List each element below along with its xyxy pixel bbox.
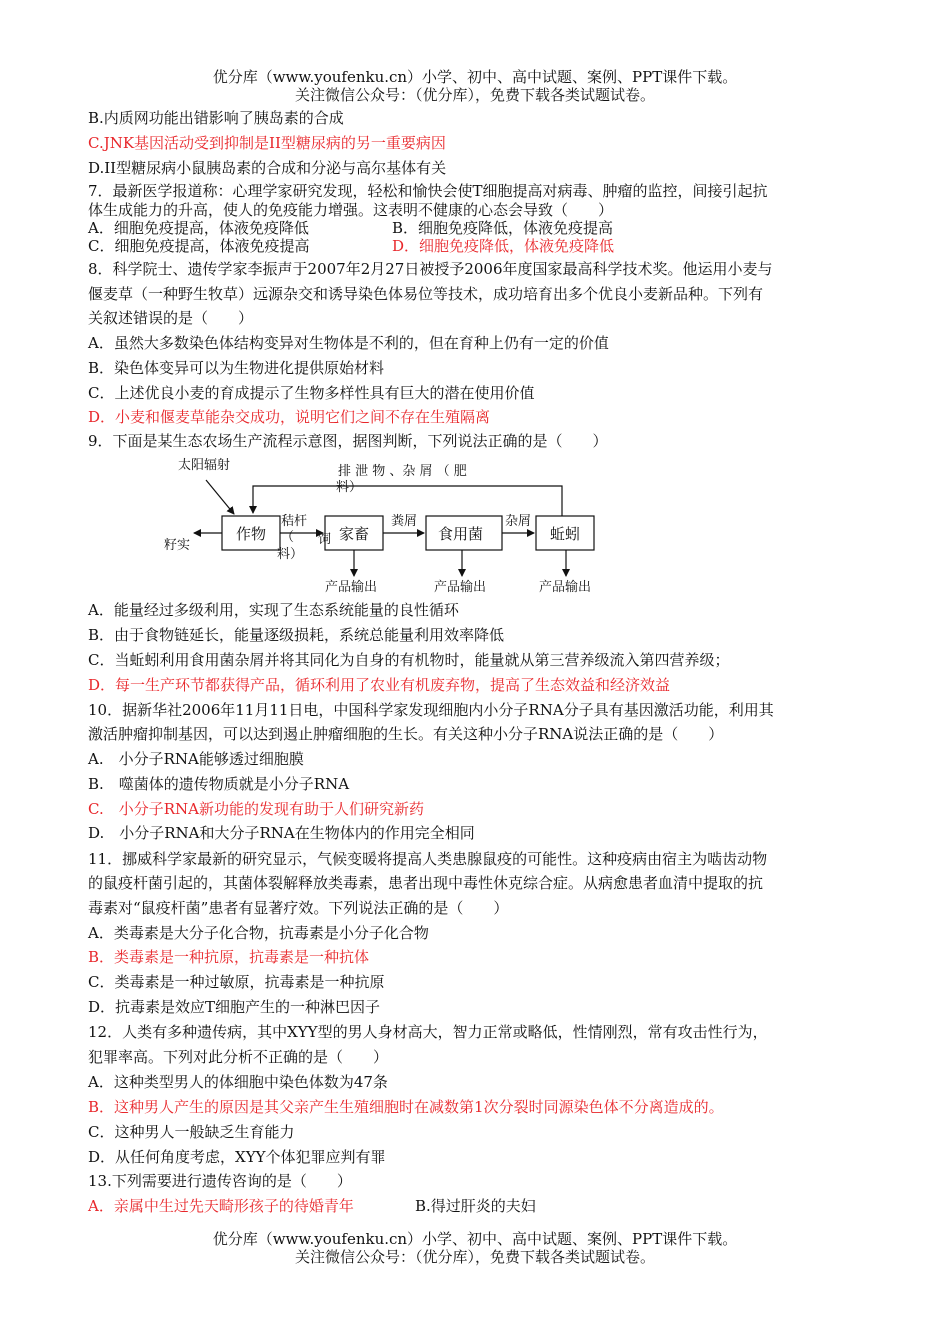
diagram-output-label-2: 产品输出 (434, 580, 487, 595)
ecological-farm-flow-diagram (150, 452, 620, 600)
q12-option-a: A．这种类型男人的体细胞中染色体数为47条 (88, 1073, 388, 1091)
q8-stem-line-3: 关叙述错误的是（ ） (88, 309, 254, 327)
footer-line-1: 优分库（www.youfenku.cn）小学、初中、高中试题、案例、PPT课件下载。 (212, 1230, 738, 1248)
diagram-straw-paren-close: 料） (277, 547, 304, 562)
q8-option-c: C．上述优良小麦的育成提示了生物多样性具有巨大的潜在使用价值 (88, 384, 535, 402)
diagram-feedback-label-2: 料） (336, 480, 363, 495)
diagram-mushroom-label: 食用菌 (438, 525, 484, 543)
header-line-1: 优分库（www.youfenku.cn）小学、初中、高中试题、案例、PPT课件下载。 (212, 68, 738, 86)
q7-option-a: A．细胞免疫提高，体液免疫降低 (88, 219, 309, 237)
q8-option-b: B．染色体变异可以为生物进化提供原始材料 (88, 359, 385, 377)
q13-option-a: A．亲属中生过先天畸形孩子的待婚青年 (88, 1197, 354, 1215)
q11-option-d: D．抗毒素是效应T细胞产生的一种淋巴因子 (88, 998, 381, 1016)
q12-option-c: C．这种男人一般缺乏生育能力 (88, 1123, 295, 1141)
diagram-straw-paren-mid: 饲 (318, 532, 332, 547)
q11-option-b: B．类毒素是一种抗原，抗毒素是一种抗体 (88, 948, 370, 966)
footer-line-2: 关注微信公众号：（优分库），免费下载各类试题试卷。 (294, 1248, 655, 1266)
q7-option-d: D．细胞免疫降低，体液免疫降低 (392, 237, 615, 255)
q10-option-b: B. 噬菌体的遗传物质就是小分子RNA (88, 775, 350, 793)
diagram-straw-label: 秸杆 (281, 514, 308, 529)
q9-option-d: D．每一生产环节都获得产品，循环利用了农业有机废弃物，提高了生态效益和经济效益 (88, 676, 671, 694)
diagram-sun-label: 太阳辐射 (178, 458, 231, 473)
q12-stem-line-1: 12．人类有多种遗传病，其中XYY型的男人身材高大，智力正常或略低，性情刚烈，常有攻击性行为， (88, 1023, 768, 1041)
diagram-dung-label: 粪屑 (391, 514, 418, 529)
q11-stem-line-3: 毒素对“鼠疫杆菌”患者有显著疗效。下列说法正确的是（ ） (88, 899, 509, 917)
q6-option-d: D.II型糖尿病小鼠胰岛素的合成和分泌与高尔基体有关 (88, 159, 447, 177)
q10-option-d: D. 小分子RNA和大分子RNA在生物体内的作用完全相同 (88, 824, 475, 842)
q11-stem-line-1: 11．挪威科学家最新的研究显示，气候变暖将提高人类患腺鼠疫的可能性。这种疫病由宿主为啮齿动物 (88, 850, 768, 868)
q13-stem: 13.下列需要进行遗传咨询的是（ ） (88, 1172, 352, 1190)
q9-option-b: B．由于食物链延长，能量逐级损耗，系统总能量利用效率降低 (88, 626, 505, 644)
q8-option-d: D．小麦和偃麦草能杂交成功，说明它们之间不存在生殖隔离 (88, 408, 491, 426)
diagram-livestock-label: 家畜 (339, 525, 370, 543)
diagram-arrow-sun (206, 480, 234, 514)
q8-option-a: A．虽然大多数染色体结构变异对生物体是不利的，但在育种上仍有一定的价值 (88, 334, 609, 352)
q10-stem-line-2: 激活肿瘤抑制基因，可以达到遏止肿瘤细胞的生长。有关这种小分子RNA说法正确的是（ ） (88, 725, 724, 743)
q11-stem-line-2: 的鼠疫杆菌引起的，其菌体裂解释放类毒素，患者出现中毒性休克综合症。从病愈患者血清中提取的抗 (88, 874, 764, 892)
q8-stem-line-1: 8．科学院士、遗传学家李振声于2007年2月27日被授予2006年度国家最高科学技术奖。他运用小麦与 (88, 260, 773, 278)
diagram-straw-paren-open: （ (281, 530, 295, 545)
q11-option-c: C．类毒素是一种过敏原，抗毒素是一种抗原 (88, 973, 385, 991)
q8-stem-line-2: 偃麦草（一种野生牧草）远源杂交和诱导染色体易位等技术，成功培育出多个优良小麦新品种。下列有 (88, 285, 764, 303)
q12-option-b: B．这种男人产生的原因是其父亲产生生殖细胞时在减数第1次分裂时同源染色体不分离造成的。 (88, 1098, 724, 1116)
q7-stem-line-2: 体生成能力的升高，使人的免疫能力增强。这表明不健康的心态会导致（ ） (88, 201, 614, 219)
diagram-earthworm-label: 蚯蚓 (550, 525, 581, 543)
diagram-output-label-1: 产品输出 (325, 580, 378, 595)
diagram-feedback-label: 排 泄 物 、杂 屑 （ 肥 (338, 464, 467, 479)
q9-option-a: A．能量经过多级利用，实现了生态系统能量的良性循环 (88, 601, 459, 619)
diagram-seed-label: 籽实 (164, 538, 191, 553)
q9-option-c: C．当蚯蚓利用食用菌杂屑并将其同化为自身的有机物时，能量就从第三营养级流入第四营养级； (88, 651, 730, 669)
q11-option-a: A．类毒素是大分子化合物，抗毒素是小分子化合物 (88, 924, 429, 942)
q12-stem-line-2: 犯罪率高。下列对此分析不正确的是（ ） (88, 1048, 389, 1066)
q7-option-b: B．细胞免疫降低，体液免疫提高 (392, 219, 614, 237)
q7-stem-line-1: 7．最新医学报道称：心理学家研究发现，轻松和愉快会使T细胞提高对病毒、肿瘤的监控，间接引起抗 (88, 182, 768, 200)
diagram-arrow-feedback (253, 486, 562, 516)
q6-option-c: C.JNK基因活动受到抑制是II型糖尿病的另一重要病因 (88, 134, 446, 152)
q10-option-c: C. 小分子RNA新功能的发现有助于人们研究新药 (88, 800, 424, 818)
q6-option-b: B.内质网功能出错影响了胰岛素的合成 (88, 109, 344, 127)
header-line-2: 关注微信公众号：（优分库），免费下载各类试题试卷。 (294, 86, 655, 104)
diagram-crop-label: 作物 (236, 525, 267, 543)
q13-option-b: B.得过肝炎的夫妇 (415, 1197, 536, 1215)
q7-option-c: C．细胞免疫提高，体液免疫提高 (88, 237, 310, 255)
diagram-output-label-3: 产品输出 (539, 580, 592, 595)
q10-stem-line-1: 10．据新华社2006年11月11日电，中国科学家发现细胞内小分子RNA分子具有基因激活功能，利用其 (88, 701, 774, 719)
diagram-scraps-label: 杂屑 (505, 514, 532, 529)
q9-stem: 9．下面是某生态农场生产流程示意图，据图判断，下列说法正确的是（ ） (88, 432, 608, 450)
q12-option-d: D．从任何角度考虑，XYY个体犯罪应判有罪 (88, 1148, 386, 1166)
q10-option-a: A. 小分子RNA能够透过细胞膜 (88, 750, 304, 768)
